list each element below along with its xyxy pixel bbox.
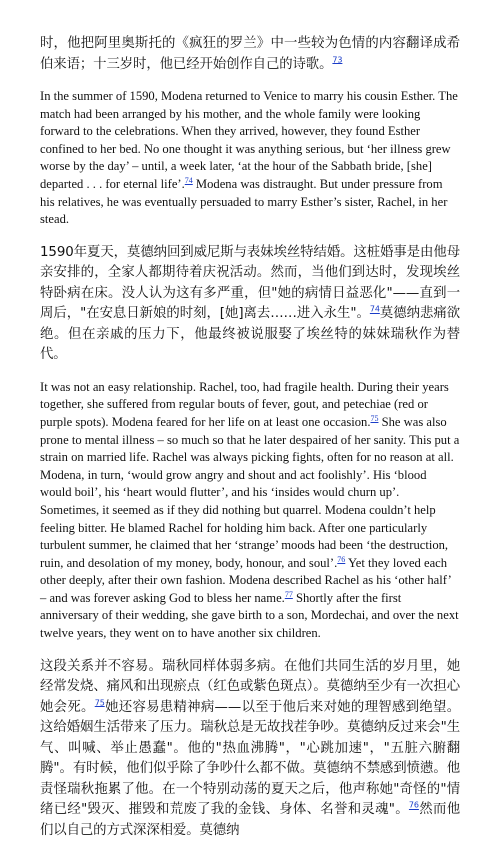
footnote-link[interactable]: 76 <box>337 554 346 564</box>
english-paragraph <box>40 379 460 643</box>
chinese-paragraph <box>40 34 460 75</box>
text-segment: Modena was distraught. But under pressure from his relatives, he was eventually persuaded to marry Esther’s sister, Rachel, in her stead. <box>40 176 448 227</box>
text-segment: 然而他们以自己的方式深深相爱。莫德纳 <box>40 802 460 838</box>
text-segment: 1590年夏天，莫德纳回到威尼斯与表妹埃丝特结婚。这桩婚事是由他母亲安排的，全家人都期待着庆祝活动。然而，当他们到达时，发现埃丝特卧病在床。没人认为这有多严重，但"她的病情日益恶化"——直到一周后，"在安息日新娘的时刻，[她]离去……进入永生"。 <box>40 244 460 322</box>
footnote-link[interactable]: 74 <box>369 304 380 314</box>
book-page <box>40 34 460 854</box>
footnote-link[interactable]: 73 <box>332 55 343 65</box>
text-segment: 她还容易患精神病——以至于他后来对她的理智感到绝望。这给婚姻生活带来了压力。瑞秋总是无故找茬争吵。莫德纳反过来会"生气、叫喊、举止愚蠢"。他的"热血沸腾"，"心跳加速"，"五脏六腑翻腾"。有时候，他们似乎除了争吵什么都不做。莫德纳不禁感到愤懑。他责怪瑞秋拖累了他。在一个特别动荡的夏天之后，他声称她"奇怪的"情绪已经"毁灭、摧毁和荒废了我的金钱、身体、名誉和灵魂"。 <box>40 699 460 818</box>
chinese-paragraph <box>40 243 460 366</box>
text-segment: She was also prone to mental illness – so much so that he later despaired of her sanity. This put a strain on married life. Rachel was always picking fights, often for no reason at all. Modena, in turn, ‘would grow angry and shout and act foolishly’. His ‘blood would boil’, his ‘heart would flutter’, and his ‘insides would churn up’. Sometimes, it seemed as if they did nothing but quarrel. Modena couldn’t help feeling bitter. He blamed Rachel for holding him back. After one particularly turbulent summer, he claimed that her ‘strange’ moods had been ‘the destruction, ruin, and desolation of my money, body, honour, and soul’. <box>40 414 460 570</box>
text-segment: In the summer of 1590, Modena returned to Venice to marry his cousin Esther. The match had been arranged by his mother, and the whole family were looking forward to the celebrations. When they arrived, however, they found Esther confined to her bed. No one thought it was anything serious, but ‘her illness grew worse by the day’ – until, a week later, ‘at the hour of the Sabbath bride, [she] departed . . . for eternal life’. <box>40 89 458 191</box>
footnote-link[interactable]: 76 <box>408 800 419 810</box>
chinese-paragraph <box>40 657 460 842</box>
text-segment: 这段关系并不容易。瑞秋同样体弱多病。在他们共同生活的岁月里，她经常发烧、痛风和出现瘀点（红色或紫色斑点）。莫德纳至少有一次担心她会死。 <box>40 658 460 715</box>
text-segment: Shortly after the first anniversary of their wedding, she gave birth to a son, Mordechai, and over the next twelve years, they went on to have another six children. <box>40 590 459 641</box>
footnote-link[interactable]: 75 <box>94 698 105 708</box>
text-segment: It was not an easy relationship. Rachel, too, had fragile health. During their years together, she suffered from regular bouts of fever, gout, and petechiae (red or purple spots). Modena feared for her life on at least one occasion. <box>40 379 449 429</box>
text-segment: Yet they loved each other deeply, after their own fashion. Modena described Rachel as his ‘other half’ – and was forever asking God to bless her name. <box>40 555 451 605</box>
text-segment: 时，他把阿里奥斯托的《疯狂的罗兰》中一些较为色情的内容翻译成希伯来语；十三岁时，他已经开始创作自己的诗歌。 <box>40 36 460 72</box>
footnote-link[interactable]: 74 <box>184 175 193 185</box>
footnote-link[interactable]: 77 <box>284 589 293 599</box>
footnote-link[interactable]: 75 <box>370 413 379 423</box>
text-segment: 莫德纳悲痛欲绝。但在亲戚的压力下，他最终被说服娶了埃丝特的妹妹瑞秋作为替代。 <box>40 306 460 363</box>
english-paragraph <box>40 88 460 229</box>
